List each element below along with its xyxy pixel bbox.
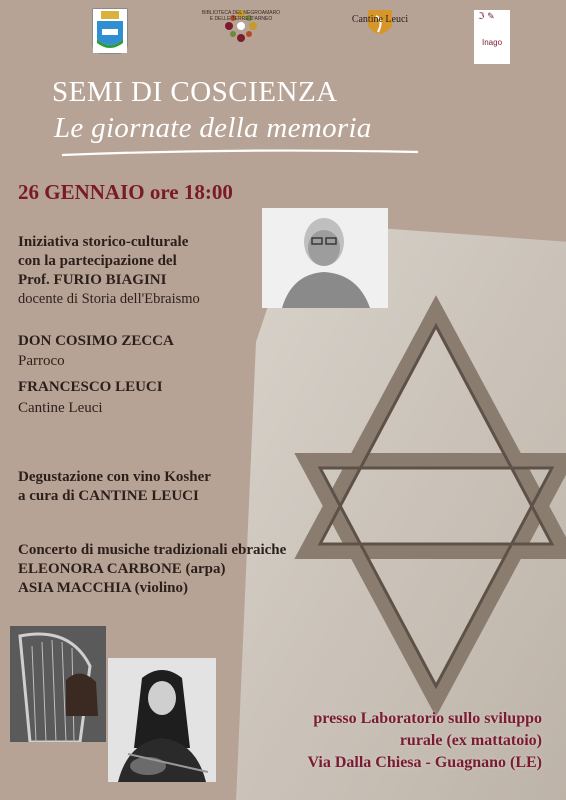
tasting-line1: Degustazione con vino Kosher: [18, 469, 211, 485]
municipality-crest-logo: [92, 8, 128, 54]
intro-line2: con la partecipazione del: [18, 253, 177, 269]
subtitle-underline: [60, 146, 420, 160]
concert-line2: ELEONORA CARBONE (arpa): [18, 561, 226, 577]
poster-title: SEMI DI COSCIENZA: [52, 76, 338, 108]
guest-role-1: Parroco: [18, 353, 65, 369]
concert-line3: ASIA MACCHIA (violino): [18, 580, 189, 596]
speaker-name: FURIO BIAGINI: [53, 272, 167, 288]
inago-logo: [474, 10, 510, 64]
venue-info: [236, 708, 542, 774]
biblioteca-text-line2: E DELLE TERRE D'ARNEO: [209, 16, 273, 22]
guest-name-2: FRANCESCO LEUCI: [18, 379, 163, 395]
tasting-text: [18, 468, 211, 506]
intro-line1: Iniziativa storico-culturale: [18, 234, 189, 250]
guest-role-2: Cantine Leuci: [18, 400, 103, 416]
biblioteca-text-line1: BIBLIOTECA DEL NEGROAMARO: [201, 10, 281, 16]
tasting-line2: a cura di CANTINE LEUCI: [18, 488, 199, 504]
venue-line2: rurale (ex mattatoio): [399, 732, 542, 749]
cantine-leuci-logo: [340, 8, 420, 42]
inago-text: Inago: [482, 38, 503, 47]
concert-text: [18, 541, 286, 598]
speaker-role: docente di Storia dell'Ebraismo: [18, 291, 200, 307]
speaker-portrait: [262, 208, 388, 308]
venue-line3: Via Dalla Chiesa - Guagnano (LE): [307, 754, 542, 771]
speaker-line: [18, 271, 188, 290]
poster-subtitle: Le giornate della memoria: [54, 112, 372, 144]
intro-text: [18, 233, 188, 290]
harpist-photo: [10, 626, 106, 742]
violinist-photo: [108, 658, 216, 782]
venue-line1: presso Laboratorio sullo sviluppo: [313, 710, 542, 727]
cantine-logo-text: Cantine Leuci: [351, 14, 409, 25]
biblioteca-logo: [186, 8, 296, 44]
guest-name-1: DON COSIMO ZECCA: [18, 333, 174, 349]
concert-line1: Concerto di musiche tradizionali ebraiche: [18, 542, 287, 558]
inago-glyph-icon: ℑ ✎: [478, 12, 495, 22]
event-date: 26 GENNAIO ore 18:00: [18, 180, 233, 204]
speaker-prefix: Prof.: [18, 272, 54, 288]
